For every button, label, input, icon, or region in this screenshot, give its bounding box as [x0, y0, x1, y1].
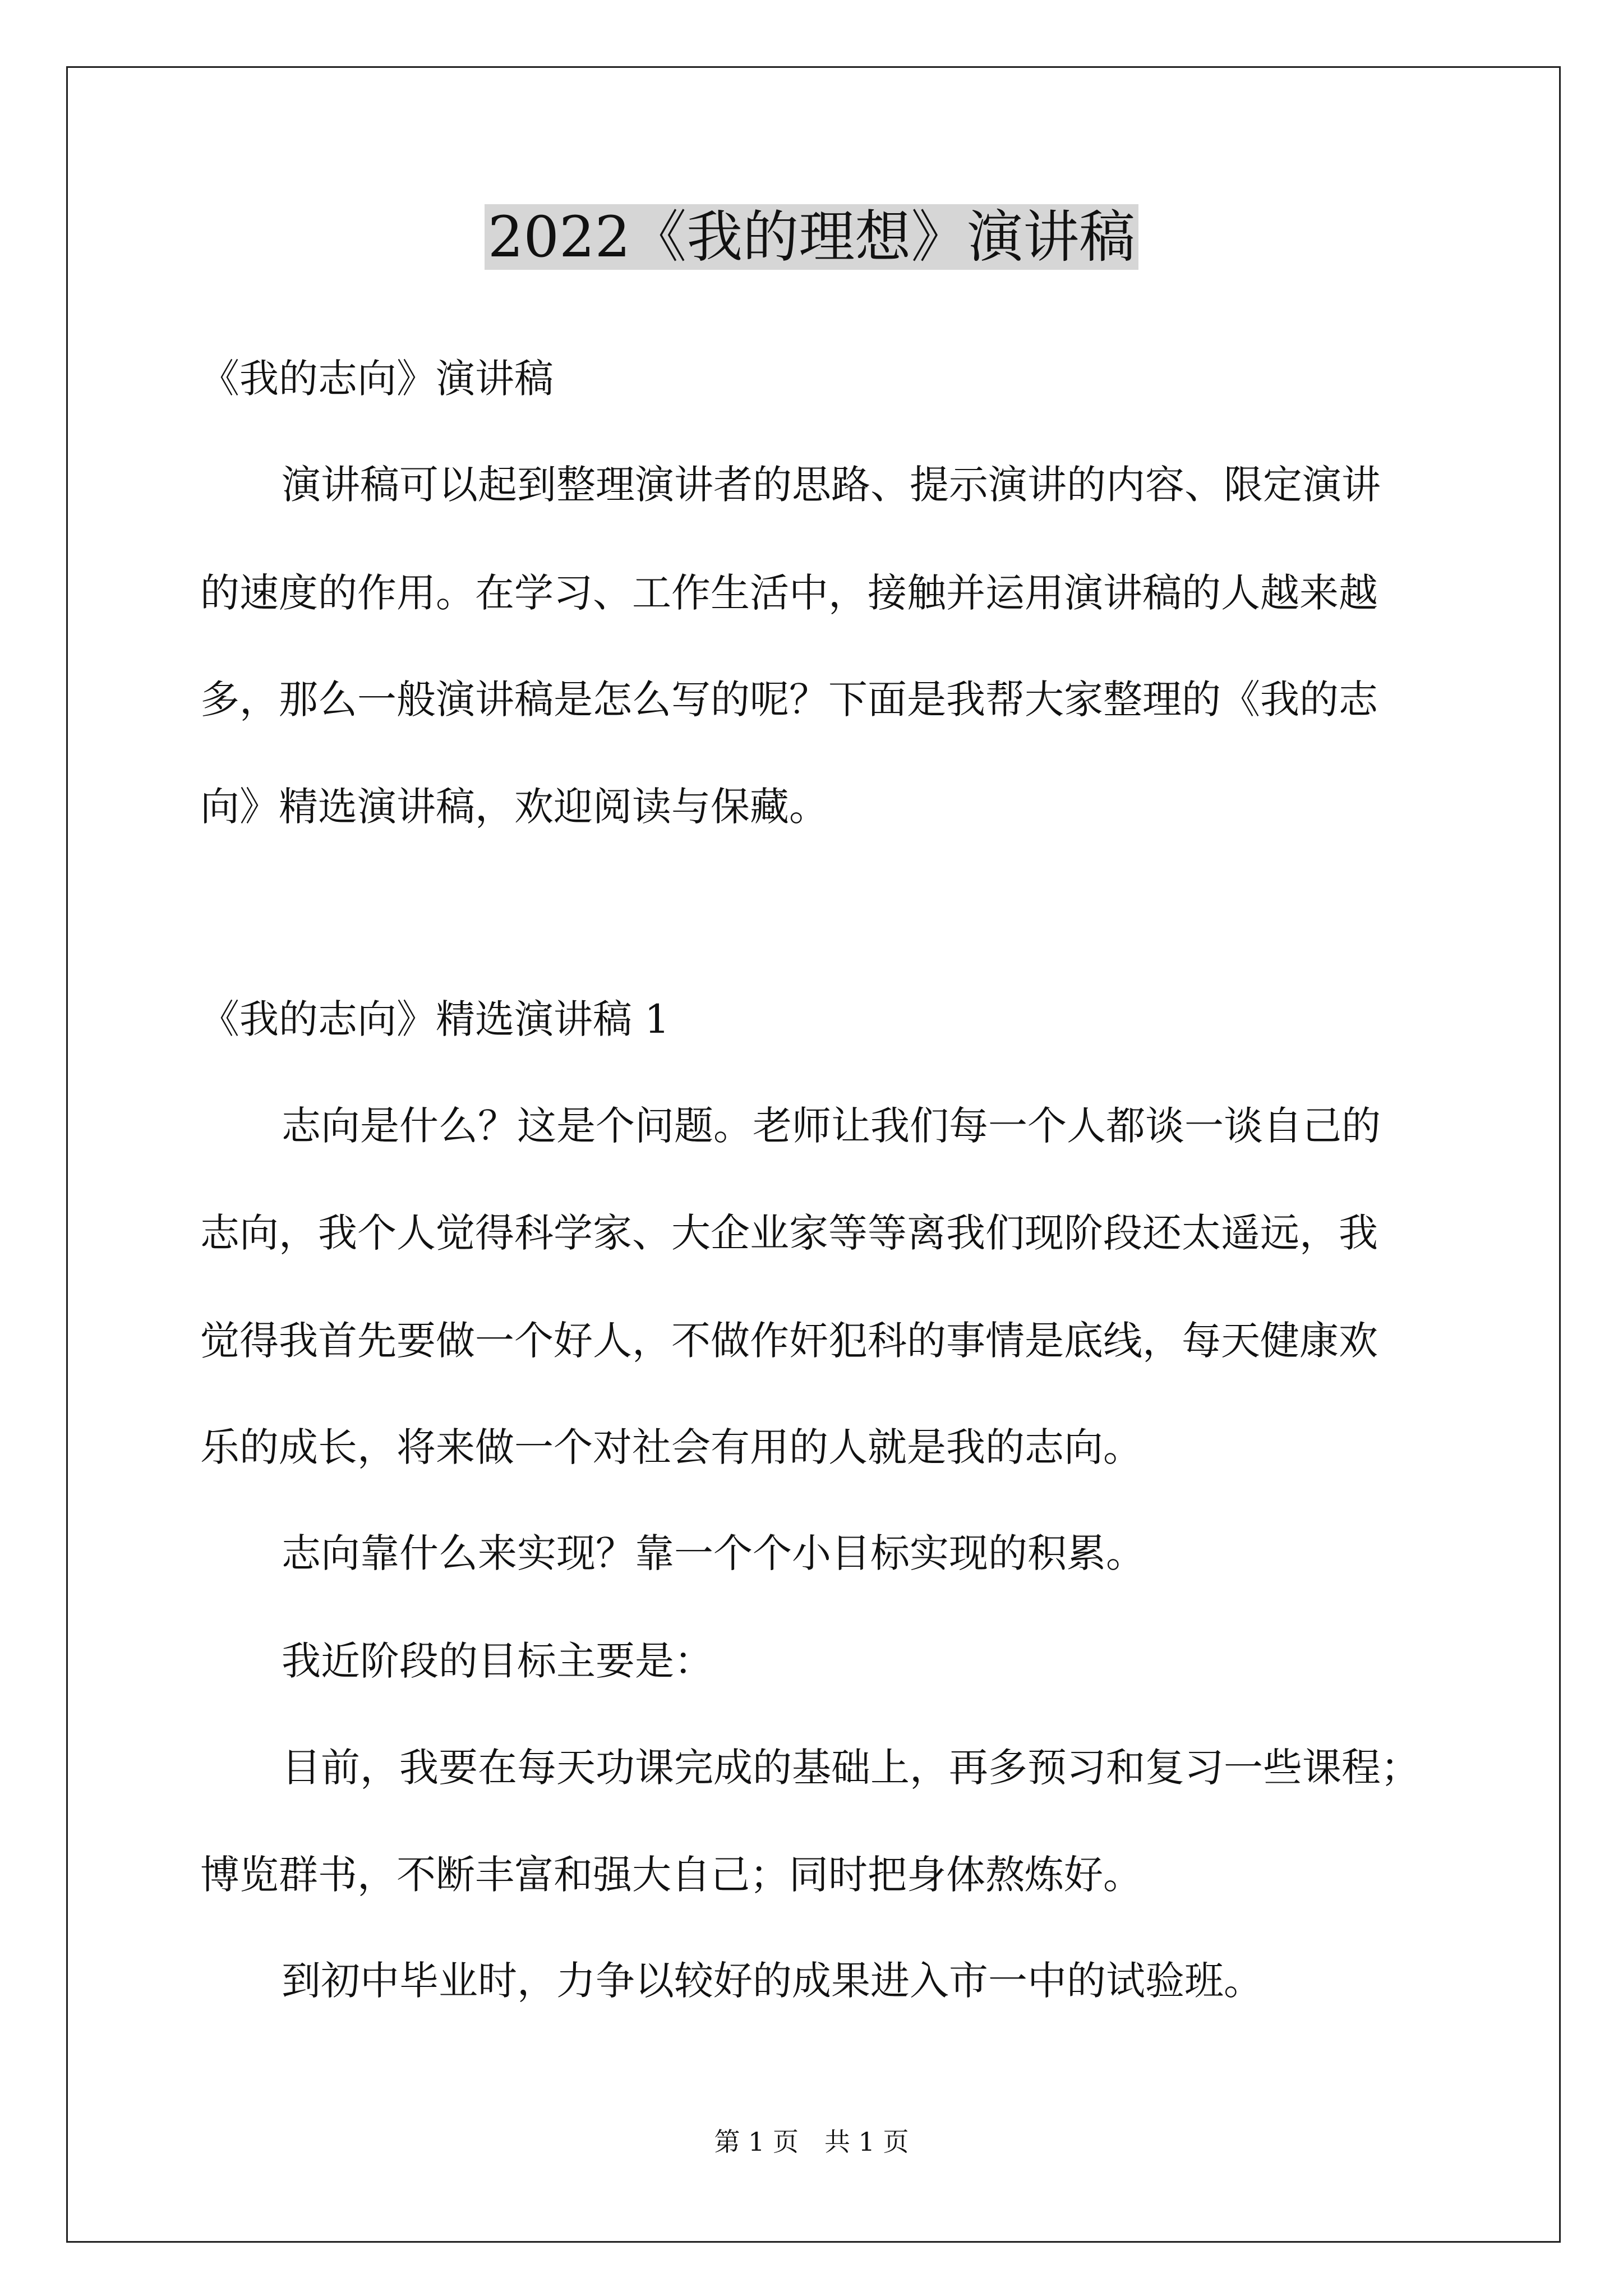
paragraph-line: 乐的成长，将来做一个对社会有用的人就是我的志向。 [200, 1424, 1142, 1470]
paragraph-line: 演讲稿可以起到整理演讲者的思路、提示演讲的内容、限定演讲 [282, 462, 1381, 508]
document-title [0, 195, 1623, 279]
paragraph-line: 志向靠什么来实现？靠一个个小目标实现的积累。 [282, 1530, 1145, 1576]
paragraph-line: 多，那么一般演讲稿是怎么写的呢？下面是我帮大家整理的《我的志 [200, 677, 1378, 723]
paragraph-line: 觉得我首先要做一个好人，不做作奸犯科的事情是底线，每天健康欢 [200, 1318, 1378, 1364]
paragraph-line: 到初中毕业时，力争以较好的成果进入市一中的试验班。 [282, 1958, 1263, 2004]
document-title-text: 2022《我的理想》演讲稿 [485, 204, 1139, 270]
section-heading: 《我的志向》精选演讲稿 1 [200, 996, 670, 1042]
paragraph-line: 目前，我要在每天功课完成的基础上，再多预习和复习一些课程； [282, 1745, 1420, 1791]
paragraph-line: 我近阶段的目标主要是： [282, 1638, 713, 1684]
page-footer: 第 1 页 共 1 页 [714, 2127, 909, 2157]
paragraph-line: 向》精选演讲稿，欢迎阅读与保藏。 [200, 784, 828, 830]
paragraph-line: 的速度的作用。在学习、工作生活中，接触并运用演讲稿的人越来越 [200, 570, 1378, 616]
subtitle-line: 《我的志向》演讲稿 [200, 356, 554, 402]
paragraph-line: 博览群书，不断丰富和强大自己；同时把身体熬炼好。 [200, 1852, 1142, 1898]
paragraph-line: 志向是什么？这是个问题。老师让我们每一个人都谈一谈自己的 [282, 1103, 1381, 1149]
paragraph-line: 志向，我个人觉得科学家、大企业家等等离我们现阶段还太遥远，我 [200, 1210, 1378, 1256]
